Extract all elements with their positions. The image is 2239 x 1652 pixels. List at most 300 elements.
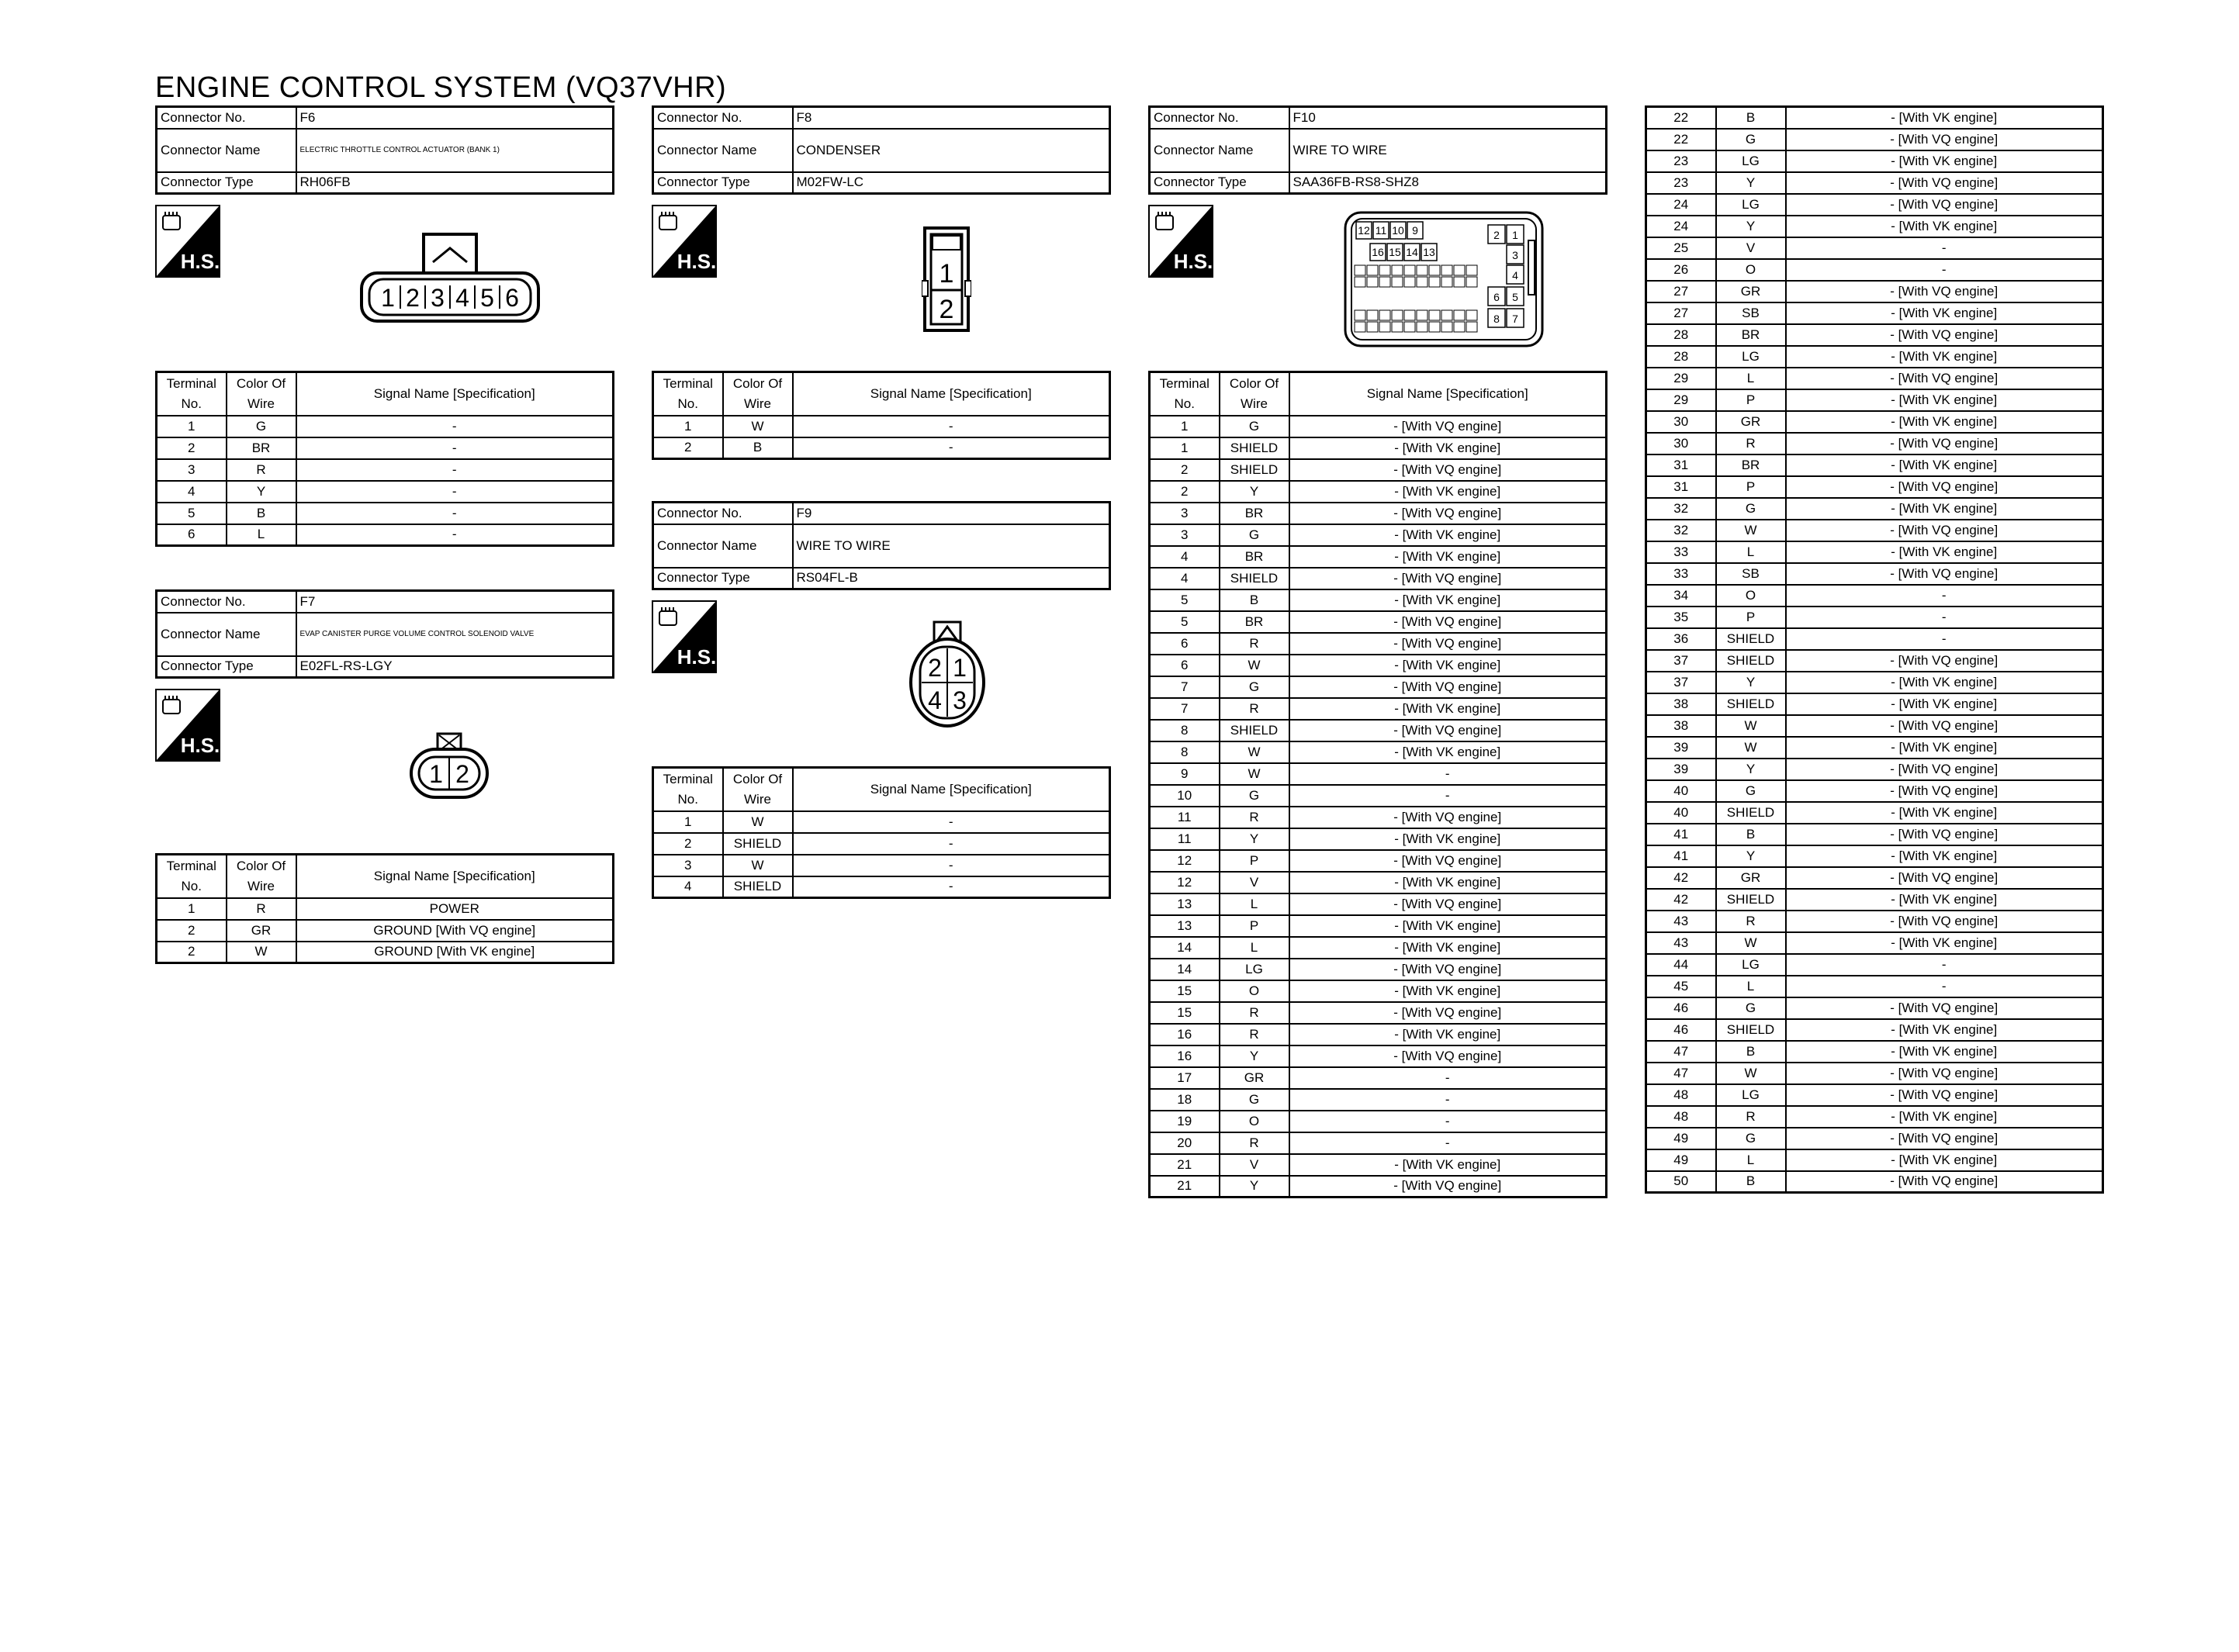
wire-color-cell: SHIELD	[1220, 720, 1289, 741]
signal-name-cell: - [With VQ engine]	[1786, 129, 2103, 150]
signal-name-cell: -	[296, 459, 614, 481]
wire-color-cell: P	[1716, 389, 1786, 411]
wire-color-cell: SHIELD	[1716, 693, 1786, 715]
wire-color-cell: O	[1220, 1111, 1289, 1132]
signal-name-cell: -	[1786, 607, 2103, 628]
terminal-no-cell: 3	[1150, 503, 1220, 524]
signal-name-cell: - [With VQ engine]	[1289, 850, 1607, 872]
terminal-no-cell: 39	[1646, 737, 1716, 759]
wire-color-cell: GR	[1716, 411, 1786, 433]
wire-color-cell: SHIELD	[1716, 650, 1786, 672]
table-row	[1150, 980, 1607, 1002]
wire-color-cell: L	[1716, 1149, 1786, 1171]
wire-color-cell: SB	[1716, 563, 1786, 585]
signal-name-cell: - [With VQ engine]	[1786, 867, 2103, 889]
terminal-no-cell: 49	[1646, 1149, 1716, 1171]
wire-color-cell: SHIELD	[1716, 628, 1786, 650]
table-row	[1150, 589, 1607, 611]
pin-label: 15	[1389, 246, 1401, 258]
pin-cell	[1466, 322, 1477, 332]
signal-name-cell: - [With VK engine]	[1786, 411, 2103, 433]
pin-cell	[1355, 277, 1365, 287]
table-row	[1150, 698, 1607, 720]
signal-name-cell: - [With VQ engine]	[1289, 568, 1607, 589]
table-row	[1646, 1019, 2103, 1041]
table-row	[1646, 520, 2103, 541]
table-row	[1646, 259, 2103, 281]
wire-color-cell: SHIELD	[723, 833, 793, 855]
signal-name-cell: - [With VK engine]	[1289, 698, 1607, 720]
wire-color-cell: P	[1716, 607, 1786, 628]
wire-color-cell: R	[1220, 1002, 1289, 1024]
header-color-of-wire: Color Of Wire	[227, 855, 296, 898]
signal-name-cell: -	[793, 811, 1110, 833]
header-terminal-no: Terminal No.	[653, 372, 723, 416]
table-row	[1646, 129, 2103, 150]
header-color-of-wire: Color Of Wire	[1220, 372, 1289, 416]
terminal-no-cell: 32	[1646, 498, 1716, 520]
table-row	[1646, 672, 2103, 693]
wire-color-cell: B	[1220, 589, 1289, 611]
wire-color-cell: B	[723, 437, 793, 459]
signal-name-cell: - [With VQ engine]	[1289, 959, 1607, 980]
header-terminal-no: Terminal No.	[653, 768, 723, 811]
terminal-no-cell: 34	[1646, 585, 1716, 607]
wire-color-cell: G	[1220, 1089, 1289, 1111]
pin-label: 7	[1512, 313, 1518, 325]
pin-label: 5	[480, 284, 494, 312]
table-row	[1646, 976, 2103, 997]
connector-type-value: RH06FB	[296, 172, 614, 194]
wire-color-cell: BR	[227, 437, 296, 459]
terminal-no-cell: 30	[1646, 411, 1716, 433]
signal-name-cell: - [With VK engine]	[1289, 1154, 1607, 1176]
signal-name-cell: -	[1786, 237, 2103, 259]
svg-text:H.S.: H.S.	[677, 250, 717, 273]
table-row	[653, 437, 1110, 459]
terminal-no-cell: 8	[1150, 720, 1220, 741]
terminal-no-cell: 13	[1150, 915, 1220, 937]
terminal-table-f9	[652, 766, 1111, 899]
connector-info-f10	[1148, 105, 1607, 195]
wire-color-cell: LG	[1716, 346, 1786, 368]
wire-color-cell: LG	[1716, 194, 1786, 216]
wire-color-cell: Y	[1220, 1045, 1289, 1067]
terminal-no-cell: 21	[1150, 1154, 1220, 1176]
wire-color-cell: L	[1716, 976, 1786, 997]
signal-name-cell: - [With VK engine]	[1289, 524, 1607, 546]
table-row	[1646, 693, 2103, 715]
pin-cell	[1429, 322, 1440, 332]
terminal-no-cell: 15	[1150, 1002, 1220, 1024]
harness-side-icon	[1148, 205, 1213, 278]
connector-info-f6	[155, 105, 614, 195]
pin-label: 13	[1423, 246, 1435, 258]
terminal-no-cell: 46	[1646, 1019, 1716, 1041]
signal-name-cell: -	[1289, 1067, 1607, 1089]
signal-name-cell: - [With VQ engine]	[1786, 563, 2103, 585]
terminal-no-cell: 40	[1646, 780, 1716, 802]
signal-name-cell: - [With VQ engine]	[1786, 650, 2103, 672]
wire-color-cell: Y	[1220, 828, 1289, 850]
signal-name-cell: - [With VQ engine]	[1786, 780, 2103, 802]
pin-label: 8	[1493, 313, 1500, 325]
wire-color-cell: V	[1716, 237, 1786, 259]
pin-cell	[1417, 322, 1427, 332]
wire-color-cell: W	[1716, 932, 1786, 954]
header-signal-name: Signal Name [Specification]	[793, 768, 1110, 811]
terminal-no-cell: 42	[1646, 889, 1716, 911]
table-row	[1646, 1171, 2103, 1193]
pin-label: 4	[928, 686, 942, 714]
wire-color-cell: Y	[227, 481, 296, 503]
terminal-no-cell: 43	[1646, 911, 1716, 932]
table-row	[1646, 780, 2103, 802]
signal-name-cell: - [With VK engine]	[1786, 541, 2103, 563]
table-row	[157, 503, 614, 524]
table-row	[1150, 937, 1607, 959]
pin-cell	[1454, 277, 1465, 287]
terminal-no-cell: 36	[1646, 628, 1716, 650]
pin-cell	[1392, 265, 1403, 275]
terminal-no-cell: 33	[1646, 563, 1716, 585]
pin-cell	[1367, 322, 1378, 332]
signal-name-cell: - [With VK engine]	[1289, 828, 1607, 850]
harness-side-icon	[652, 205, 717, 278]
pin-label: 4	[455, 284, 469, 312]
terminal-no-cell: 24	[1646, 216, 1716, 237]
pin-cell	[1429, 310, 1440, 320]
wire-color-cell: LG	[1716, 1084, 1786, 1106]
table-row	[1150, 1045, 1607, 1067]
terminal-no-cell: 47	[1646, 1041, 1716, 1063]
table-row	[1646, 1149, 2103, 1171]
table-row	[1646, 737, 2103, 759]
signal-name-cell: - [With VK engine]	[1786, 1019, 2103, 1041]
table-row	[1150, 1067, 1607, 1089]
wire-color-cell: SHIELD	[1716, 889, 1786, 911]
signal-name-cell: - [With VQ engine]	[1786, 911, 2103, 932]
table-row	[1646, 237, 2103, 259]
terminal-no-cell: 1	[1150, 416, 1220, 437]
table-row	[1646, 476, 2103, 498]
wire-color-cell: SHIELD	[1716, 802, 1786, 824]
pin-cell	[1441, 310, 1452, 320]
terminal-no-cell: 13	[1150, 893, 1220, 915]
wire-color-cell: G	[1716, 498, 1786, 520]
table-row	[1646, 802, 2103, 824]
label-connector-name: Connector Name	[653, 524, 793, 568]
terminal-no-cell: 38	[1646, 693, 1716, 715]
table-row	[1646, 997, 2103, 1019]
table-row	[1646, 324, 2103, 346]
wire-color-cell: GR	[1716, 281, 1786, 302]
wire-color-cell: P	[1220, 915, 1289, 937]
terminal-no-cell: 6	[1150, 655, 1220, 676]
signal-name-cell: - [With VQ engine]	[1289, 676, 1607, 698]
signal-name-cell: - [With VQ engine]	[1786, 281, 2103, 302]
signal-name-cell: - [With VK engine]	[1786, 346, 2103, 368]
connector-info-f9	[652, 501, 1111, 590]
terminal-no-cell: 5	[1150, 589, 1220, 611]
connector-name-value: WIRE TO WIRE	[793, 524, 1110, 568]
svg-text:H.S.: H.S.	[180, 734, 220, 757]
signal-name-cell: - [With VQ engine]	[1289, 1002, 1607, 1024]
svg-text:H.S.: H.S.	[1173, 250, 1213, 273]
signal-name-cell: - [With VK engine]	[1289, 437, 1607, 459]
table-row	[1646, 1128, 2103, 1149]
wire-color-cell: W	[1220, 763, 1289, 785]
wire-color-cell: BR	[1220, 611, 1289, 633]
table-row	[1150, 828, 1607, 850]
pin-label: 2	[1493, 229, 1500, 241]
terminal-no-cell: 16	[1150, 1024, 1220, 1045]
pin-cell	[1355, 322, 1365, 332]
terminal-no-cell: 41	[1646, 824, 1716, 845]
signal-name-cell: - [With VK engine]	[1786, 454, 2103, 476]
terminal-no-cell: 29	[1646, 368, 1716, 389]
signal-name-cell: - [With VK engine]	[1786, 672, 2103, 693]
signal-name-cell: - [With VQ engine]	[1786, 824, 2103, 845]
table-row	[1646, 368, 2103, 389]
table-row	[1150, 741, 1607, 763]
table-row	[157, 481, 614, 503]
table-row	[1646, 845, 2103, 867]
terminal-no-cell: 2	[1150, 459, 1220, 481]
table-row	[1646, 650, 2103, 672]
table-row	[1646, 411, 2103, 433]
terminal-no-cell: 32	[1646, 520, 1716, 541]
wire-color-cell: LG	[1716, 150, 1786, 172]
harness-side-icon	[652, 600, 717, 673]
table-row	[1150, 763, 1607, 785]
table-row	[1646, 389, 2103, 411]
wire-color-cell: O	[1716, 259, 1786, 281]
terminal-no-cell: 45	[1646, 976, 1716, 997]
table-row	[653, 855, 1110, 876]
signal-name-cell: - [With VK engine]	[1289, 589, 1607, 611]
wire-color-cell: P	[1220, 850, 1289, 872]
pin-label: 12	[1358, 224, 1370, 237]
pin-cell	[1466, 310, 1477, 320]
terminal-no-cell: 28	[1646, 346, 1716, 368]
wire-color-cell: W	[1716, 737, 1786, 759]
pin-cell	[1404, 310, 1415, 320]
terminal-no-cell: 31	[1646, 454, 1716, 476]
signal-name-cell: -	[1786, 259, 2103, 281]
wire-color-cell: W	[723, 811, 793, 833]
table-row	[1646, 1084, 2103, 1106]
table-row	[1150, 611, 1607, 633]
table-row	[1646, 1106, 2103, 1128]
terminal-no-cell: 49	[1646, 1128, 1716, 1149]
signal-name-cell: - [With VQ engine]	[1786, 520, 2103, 541]
terminal-no-cell: 2	[157, 437, 227, 459]
signal-name-cell: -	[296, 481, 614, 503]
signal-name-cell: -	[1289, 785, 1607, 807]
table-row	[1646, 585, 2103, 607]
terminal-no-cell: 27	[1646, 302, 1716, 324]
table-row	[1646, 563, 2103, 585]
table-row	[1646, 541, 2103, 563]
signal-name-cell: - [With VK engine]	[1786, 150, 2103, 172]
wire-color-cell: BR	[1716, 324, 1786, 346]
label-connector-name: Connector Name	[1150, 129, 1289, 172]
pin-cell	[1392, 310, 1403, 320]
page-title: ENGINE CONTROL SYSTEM (VQ37VHR)	[155, 71, 727, 104]
wire-color-cell: G	[1220, 676, 1289, 698]
wire-color-cell: W	[1716, 520, 1786, 541]
table-row	[1646, 889, 2103, 911]
wire-color-cell: B	[1716, 824, 1786, 845]
wire-color-cell: G	[1716, 997, 1786, 1019]
table-row	[1646, 346, 2103, 368]
wire-color-cell: G	[1716, 1128, 1786, 1149]
signal-name-cell: - [With VK engine]	[1289, 1024, 1607, 1045]
table-row	[1646, 911, 2103, 932]
signal-name-cell: - [With VQ engine]	[1786, 194, 2103, 216]
table-row	[1646, 107, 2103, 129]
terminal-table-f8	[652, 371, 1111, 460]
pin-cell	[1454, 310, 1465, 320]
wire-color-cell: BR	[1220, 503, 1289, 524]
wire-color-cell: B	[1716, 107, 1786, 129]
terminal-no-cell: 10	[1150, 785, 1220, 807]
connector-no-value: F6	[296, 107, 614, 129]
table-row	[1646, 759, 2103, 780]
wire-color-cell: R	[1220, 698, 1289, 720]
signal-name-cell: - [With VQ engine]	[1289, 720, 1607, 741]
pin-label: 3	[1512, 249, 1518, 261]
table-row	[1150, 1024, 1607, 1045]
connector-f6	[155, 105, 614, 195]
connector-type-value: E02FL-RS-LGY	[296, 656, 614, 678]
connector-name-value: WIRE TO WIRE	[1289, 129, 1607, 172]
table-row	[157, 459, 614, 481]
label-connector-name: Connector Name	[157, 613, 296, 656]
header-color-of-wire: Color Of Wire	[227, 372, 296, 416]
table-row	[1150, 1176, 1607, 1198]
terminal-no-cell: 29	[1646, 389, 1716, 411]
signal-name-cell: - [With VK engine]	[1786, 1149, 2103, 1171]
signal-name-cell: - [With VQ engine]	[1289, 893, 1607, 915]
table-row	[653, 833, 1110, 855]
signal-name-cell: - [With VK engine]	[1289, 655, 1607, 676]
label-connector-type: Connector Type	[653, 568, 793, 589]
table-row	[1646, 172, 2103, 194]
signal-name-cell: -	[1289, 763, 1607, 785]
wire-color-cell: Y	[1716, 845, 1786, 867]
terminal-no-cell: 11	[1150, 807, 1220, 828]
signal-name-cell: - [With VK engine]	[1289, 937, 1607, 959]
table-row	[1150, 655, 1607, 676]
connector-type-value: M02FW-LC	[793, 172, 1110, 194]
header-signal-name: Signal Name [Specification]	[793, 372, 1110, 416]
signal-name-cell: - [With VQ engine]	[1786, 1084, 2103, 1106]
table-row	[1646, 281, 2103, 302]
signal-name-cell: - [With VK engine]	[1786, 889, 2103, 911]
label-connector-name: Connector Name	[653, 129, 793, 172]
wire-color-cell: SB	[1716, 302, 1786, 324]
terminal-no-cell: 19	[1150, 1111, 1220, 1132]
terminal-no-cell: 46	[1646, 997, 1716, 1019]
connector-type-value: RS04FL-B	[793, 568, 1110, 589]
connector-info-f7	[155, 589, 614, 679]
terminal-no-cell: 22	[1646, 129, 1716, 150]
terminal-no-cell: 5	[157, 503, 227, 524]
signal-name-cell: -	[793, 437, 1110, 459]
wire-color-cell: L	[1220, 893, 1289, 915]
terminal-no-cell: 2	[653, 833, 723, 855]
terminal-no-cell: 1	[157, 416, 227, 437]
terminal-no-cell: 4	[1150, 546, 1220, 568]
label-connector-type: Connector Type	[1150, 172, 1289, 194]
wire-color-cell: R	[1716, 911, 1786, 932]
connector-diagram-f9	[908, 620, 987, 729]
terminal-no-cell: 1	[653, 811, 723, 833]
signal-name-cell: - [With VQ engine]	[1289, 459, 1607, 481]
signal-name-cell: -	[1786, 976, 2103, 997]
connector-no-value: F7	[296, 591, 614, 613]
header-signal-name: Signal Name [Specification]	[296, 855, 614, 898]
signal-name-cell: - [With VQ engine]	[1786, 715, 2103, 737]
pin-cell	[1404, 277, 1415, 287]
label-connector-type: Connector Type	[653, 172, 793, 194]
connector-no-value: F10	[1289, 107, 1607, 129]
table-row	[1150, 915, 1607, 937]
table-row	[1150, 633, 1607, 655]
wire-color-cell: Y	[1220, 1176, 1289, 1198]
signal-name-cell: - [With VK engine]	[1786, 845, 2103, 867]
signal-name-cell: - [With VK engine]	[1786, 498, 2103, 520]
terminal-table-f10-continued	[1645, 105, 2104, 1194]
terminal-no-cell: 22	[1646, 107, 1716, 129]
terminal-no-cell: 16	[1150, 1045, 1220, 1067]
wire-color-cell: LG	[1716, 954, 1786, 976]
signal-name-cell: - [With VK engine]	[1786, 932, 2103, 954]
wire-color-cell: W	[1716, 1063, 1786, 1084]
table-row	[1150, 416, 1607, 437]
wire-color-cell: O	[1716, 585, 1786, 607]
wire-color-cell: W	[1716, 715, 1786, 737]
table-row	[1150, 459, 1607, 481]
pin-label: 1	[953, 654, 967, 682]
wire-color-cell: SHIELD	[1716, 1019, 1786, 1041]
table-row	[1150, 893, 1607, 915]
signal-name-cell: - [With VQ engine]	[1786, 324, 2103, 346]
signal-name-cell: - [With VQ engine]	[1289, 633, 1607, 655]
pin-cell	[1454, 265, 1465, 275]
signal-name-cell: - [With VK engine]	[1289, 915, 1607, 937]
signal-name-cell: - [With VK engine]	[1289, 741, 1607, 763]
table-row	[653, 876, 1110, 898]
pin-label: 11	[1375, 224, 1387, 237]
table-row	[1150, 1089, 1607, 1111]
wire-color-cell: W	[227, 942, 296, 963]
terminal-no-cell: 6	[157, 524, 227, 546]
wire-color-cell: R	[227, 459, 296, 481]
terminal-no-cell: 48	[1646, 1084, 1716, 1106]
terminal-no-cell: 12	[1150, 850, 1220, 872]
table-row	[1646, 954, 2103, 976]
table-row	[1646, 1063, 2103, 1084]
signal-name-cell: -	[1786, 628, 2103, 650]
pin-cell	[1355, 265, 1365, 275]
connector-diagram-f8	[922, 225, 971, 334]
table-row	[1150, 481, 1607, 503]
table-row	[1150, 1154, 1607, 1176]
terminal-no-cell: 20	[1150, 1132, 1220, 1154]
